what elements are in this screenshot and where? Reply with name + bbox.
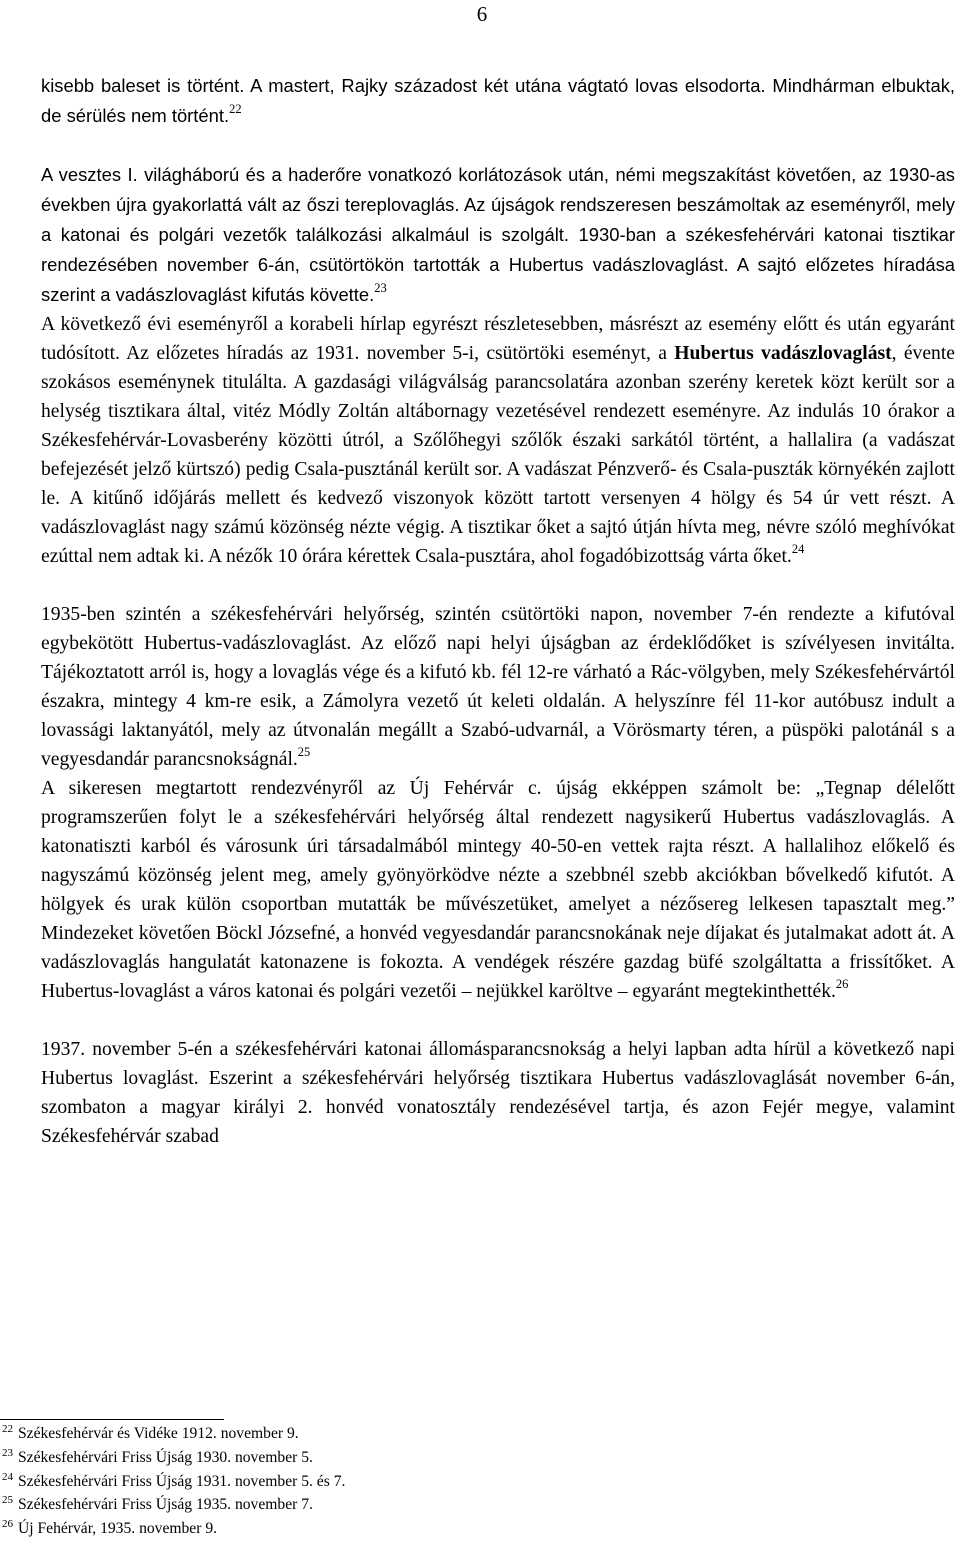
- paragraph: [41, 600, 955, 774]
- text-segment: kisebb baleset is történt. A mastert, Rajky századost két utána vágtató lovas elsodorta. Mindhárman elbuktak, de sérülés nem történt.: [41, 75, 955, 126]
- footnote-number: 23: [2, 1446, 13, 1459]
- footnote-text: Új Fehérvár, 1935. november 9.: [18, 1520, 218, 1538]
- text-segment: A sikeresen megtartott rendezvényről az Új Fehérvár c. újság ekképpen számolt be: „Tegnap délelőtt programszerűen folyt le a székesfehérvári helyőrség által rendezett nagysikerű Hubertus vadászlovaglás. A katonatiszti karból és városunk úri társadalmából mintegy 40-50-en vettek rajta részt. A hallalihoz előkelő és nagyszámú közönség jelent meg, amely gyönyörködve nézte a szebbnél szebb akciókban bővelkedő kifutót. A hölgyek és urak külön csoportban mutatták be művészetüket, amelyet a nézősereg lelkesen tapasztalt meg.” Mindezeket követően Böckl Józsefné, a honvéd vegyesdandár parancsnokának neje díjakat és jutalmakat adott át. A vadászlovaglás hangulatát katonazene is fokozta. A vendégek részére gazdag büfé szolgáltatta a frissítőket. A Hubertus-lovaglást a város katonai és polgári vezetői – nejükkel karöltve – egyaránt megtekinthették.: [41, 778, 955, 1002]
- paragraph: [41, 310, 955, 571]
- footnote-number: 26: [2, 1518, 13, 1531]
- paragraph: [41, 71, 955, 131]
- text-segment: A következő évi eseményről a korabeli hírlap egyrészt részletesebben, másrészt az esemény előtt és után egyaránt tudósított. Az előzetes híradás az 1931. november 5-i, csütörtöki eseményt, a: [41, 314, 955, 364]
- footnote-text: Székesfehérvári Friss Újság 1931. november 5. és 7.: [18, 1472, 346, 1490]
- footnote-reference: 26: [835, 977, 849, 991]
- footnote-number: 22: [2, 1423, 13, 1435]
- page-number: 6: [476, 2, 488, 26]
- footnote-text: Székesfehérvári Friss Újság 1935. november 7.: [18, 1496, 313, 1514]
- bold-text: Hubertus vadászlovaglást: [674, 343, 892, 364]
- footnote-reference: 23: [374, 281, 387, 295]
- text-segment: A vesztes I. világháború és a haderőre vonatkozó korlátozások után, némi megszakítást követően, az 1930-as években újra gyakorlattá vált az őszi tereplovaglás. Az újságok rendszeresen beszámoltak az eseményről, mely a katonai és polgári vezetők találkozási alkalmául is szolgált. 1930-ban a székesfehérvári katonai tisztikar rendezésében november 6-án, csütörtökön tartották a Hubertus vadászlovaglást. A sajtó előzetes híradása szerint a vadászlovaglást kifutás követte.: [41, 164, 955, 305]
- footnote-separator: [0, 1419, 224, 1420]
- text-segment: 1937. november 5-én a székesfehérvári katonai állomásparancsnokság a helyi lapban adta hírül a következő napi Hubertus lovaglást. Eszerint a székesfehérvári helyőrség tisztikara Hubertus vadászlovaglását november 6-án, szombaton a magyar királyi 2. honvéd vonatosztály rendezésével tartja, és azon Fejér megye, valamint Székesfehérvár szabad: [41, 1039, 955, 1147]
- paragraph: [41, 774, 955, 1006]
- footnotes: [2, 1422, 902, 1541]
- footnote: [2, 1493, 902, 1517]
- footnote: [2, 1422, 902, 1446]
- footnote-text: Székesfehérvári Friss Újság 1930. november 5.: [18, 1448, 313, 1466]
- footnote-number: 25: [2, 1494, 13, 1507]
- footnote: [2, 1446, 902, 1470]
- paragraph: [41, 1035, 955, 1151]
- text-segment: , évente szokásos eseménynek titulálta. A gazdasági világválság parancsolatára azonban szerény keretek közt került sor a helység tisztikara által, vitéz Módly Zoltán altábornagy vezetésével rendezett eseményre. Az indulás 10 órakor a Székesfehérvár-Lovasberény közötti útról, a Szőlőhegyi szőlők északi sarkától történt, a hallalira (a vadászat befejezését jelző kürtszó) pedig Csala-pusztánál került sor. A vadászat Pénzverő- és Csala-puszták környékén zajlott le. A kitűnő időjárás mellett és kedvező viszonyok között tartott versenyen 4 hölgy és 54 úr vett részt. A vadászlovaglást nagy számú közönség nézte végig. A tisztikar őket a sajtó útján hívta meg, névre szóló meghívókat ezúttal nem adtak ki. A nézők 10 órára kérettek Csala-pusztára, ahol fogadóbizottság várta őket.: [41, 343, 955, 567]
- footnote: [2, 1470, 902, 1494]
- footnote-number: 24: [2, 1470, 13, 1483]
- text-segment: 1935-ben szintén a székesfehérvári helyőrség, szintén csütörtöki napon, november 7-én rendezte a kifutóval egybekötött Hubertus-vadászlovaglást. Az előző napi helyi újságban az érdeklődőket is szívélyesen invitálta. Tájékoztatott arról is, hogy a lovaglás vége és a kifutó kb. fél 12-re várható a Rác-völgyben, mely Székesfehérvártól északra, mintegy 4 km-re esik, a Zámolyra vezető út keleti oldalán. A helyszínre fél 11-kor autóbusz indult a lovassági laktanyától, mely az útvonalán megállt a Szabó-udvarnál, a Vörösmarty téren, a püspöki palotánál s a vegyesdandár parancsnokságnál.: [41, 604, 955, 770]
- footnote-reference: 24: [791, 542, 805, 556]
- footnote: [2, 1517, 902, 1541]
- paragraph: [41, 160, 955, 310]
- footnote-reference: 22: [229, 102, 242, 116]
- body-text: [41, 71, 955, 1151]
- footnote-reference: 25: [297, 745, 311, 759]
- footnote-text: Székesfehérvár és Vidéke 1912. november 9.: [18, 1425, 299, 1442]
